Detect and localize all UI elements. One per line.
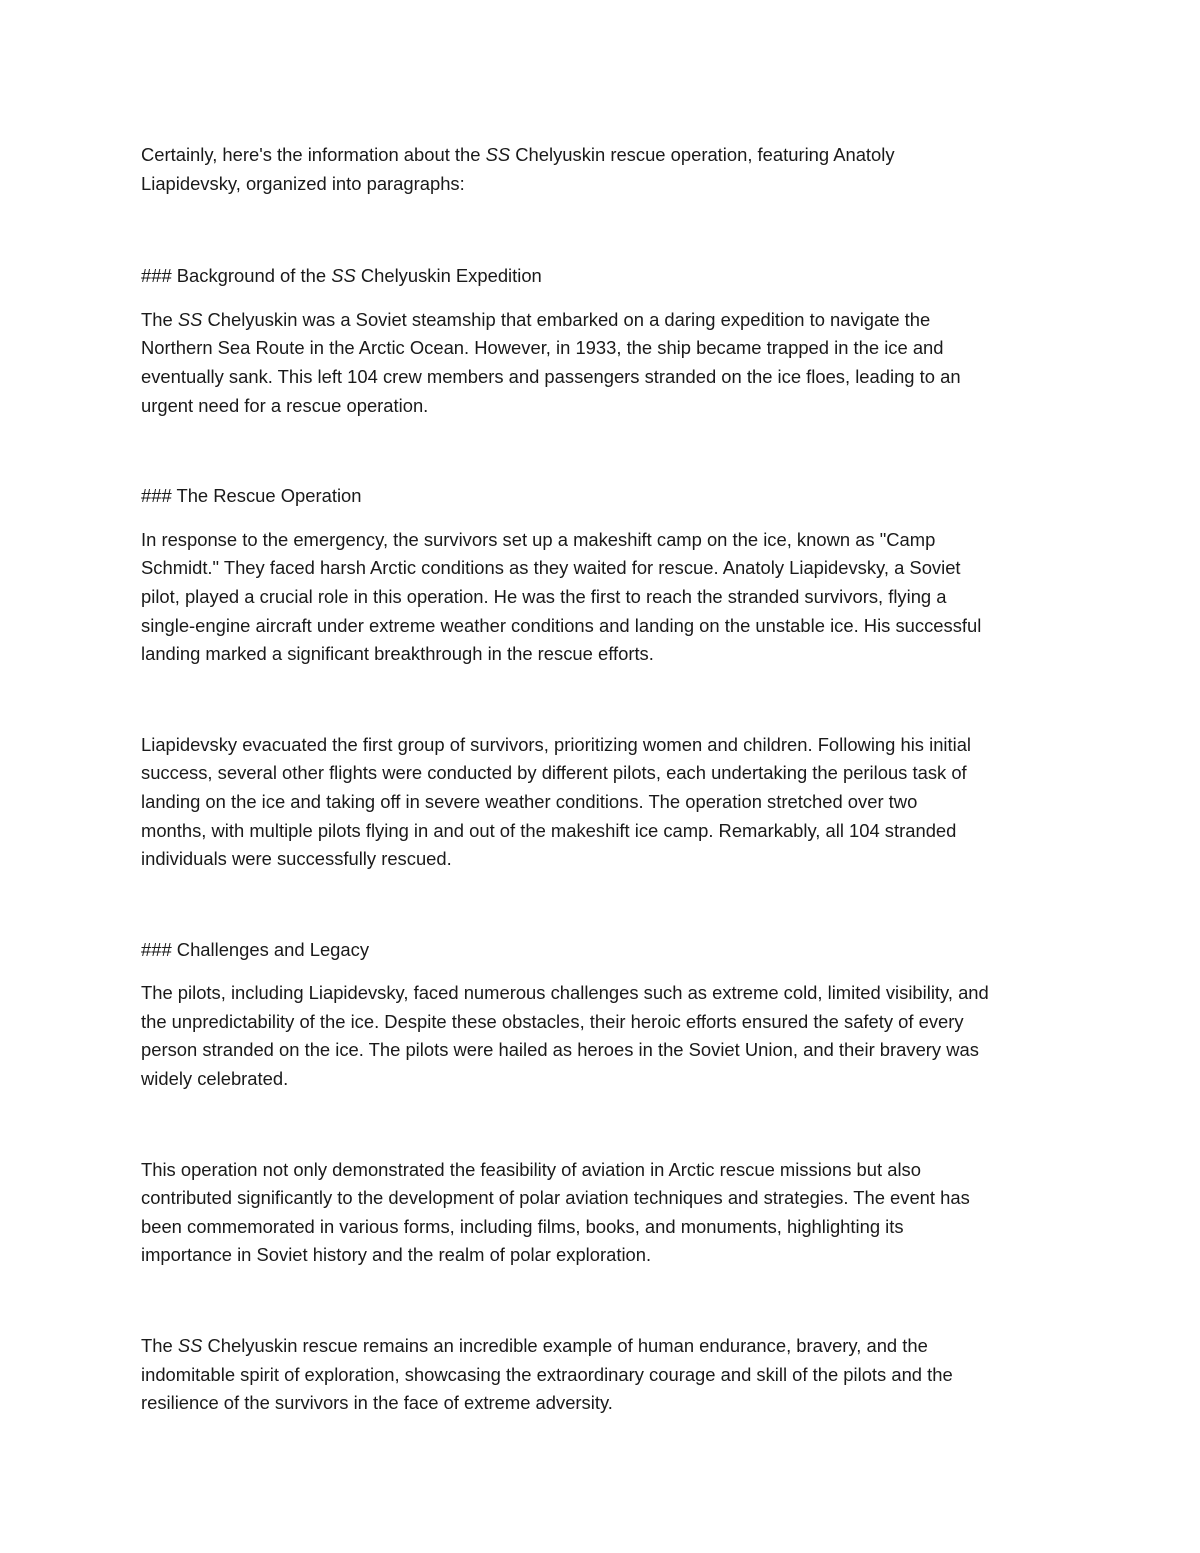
paragraph-text-end: Chelyuskin was a Soviet steamship that embarked on a daring expedition to navigate the Northern Sea Route in the Arctic Ocean. However, in 1933, the ship became trapped in the ice and eventually sank. This left 104 crew members and passengers stranded on the ice floes, leading to an urgent need for a rescue operation. bbox=[141, 308, 961, 416]
section-heading-challenges-legacy: ### Challenges and Legacy bbox=[141, 938, 370, 960]
paragraph-rescue-1: In response to the emergency, the survivors set up a makeshift camp on the ice, known as "Camp Schmidt." They faced harsh Arctic conditions as they waited for rescue. Anatoly Liapidevsky, a Soviet pilot, played a crucial role in this operation. He was the first to reach the stranded survivors, flying a single-engine aircraft under extreme weather conditions and landing on the unstable ice. His successful landing marked a significant breakthrough in the rescue efforts. bbox=[141, 528, 982, 665]
intro-text-start: Certainly, here's the information about the bbox=[141, 144, 486, 165]
intro-ss-italic: SS bbox=[485, 144, 511, 165]
document-body bbox=[141, 141, 1061, 1418]
paragraph-ss-italic: SS bbox=[177, 308, 203, 330]
paragraph-challenges-2: This operation not only demonstrated the feasibility of aviation in Arctic rescue missions but also contributed significantly to the development of polar aviation techniques and strategies. The event has been commemorated in various forms, including films, books, and monuments, highlighting its importance in Soviet history and the realm of polar exploration. bbox=[141, 1158, 970, 1266]
intro-paragraph bbox=[141, 141, 1061, 198]
paragraph-text-start: The bbox=[141, 308, 178, 330]
paragraph-conclusion bbox=[141, 1332, 1061, 1418]
heading-text-start: ### Background of the bbox=[141, 265, 332, 287]
paragraph-challenges-1: The pilots, including Liapidevsky, faced numerous challenges such as extreme cold, limited visibility, and the unpredictability of the ice. Despite these obstacles, their heroic efforts ensured the safety of every person stranded on the ice. The pilots were hailed as heroes in the Soviet Union, and their bravery was widely celebrated. bbox=[141, 982, 989, 1090]
paragraph-ss-italic: SS bbox=[177, 1335, 203, 1357]
paragraph-text-end: Chelyuskin rescue remains an incredible example of human endurance, bravery, and the indomitable spirit of exploration, showcasing the extraordinary courage and skill of the pilots and the resilience of the survivors in the face of extreme adversity. bbox=[141, 1335, 953, 1414]
paragraph-text-start: The bbox=[141, 1335, 178, 1357]
paragraph-background bbox=[141, 306, 1061, 420]
heading-ss-italic: SS bbox=[331, 265, 356, 287]
section-heading-background bbox=[141, 262, 1061, 291]
heading-text-end: Chelyuskin Expedition bbox=[355, 265, 542, 287]
intro-text-end: Chelyuskin rescue operation, featuring Anatoly Liapidevsky, organized into paragraphs: bbox=[141, 144, 895, 194]
paragraph-rescue-2: Liapidevsky evacuated the first group of survivors, prioritizing women and children. Following his initial success, several other flights were conducted by different pilots, each undertaking the perilous task of landing on the ice and taking off in severe weather conditions. The operation stretched over two months, with multiple pilots flying in and out of the makeshift ice camp. Remarkably, all 104 stranded individuals were successfully rescued. bbox=[141, 733, 972, 870]
section-heading-rescue-operation: ### The Rescue Operation bbox=[141, 485, 362, 507]
